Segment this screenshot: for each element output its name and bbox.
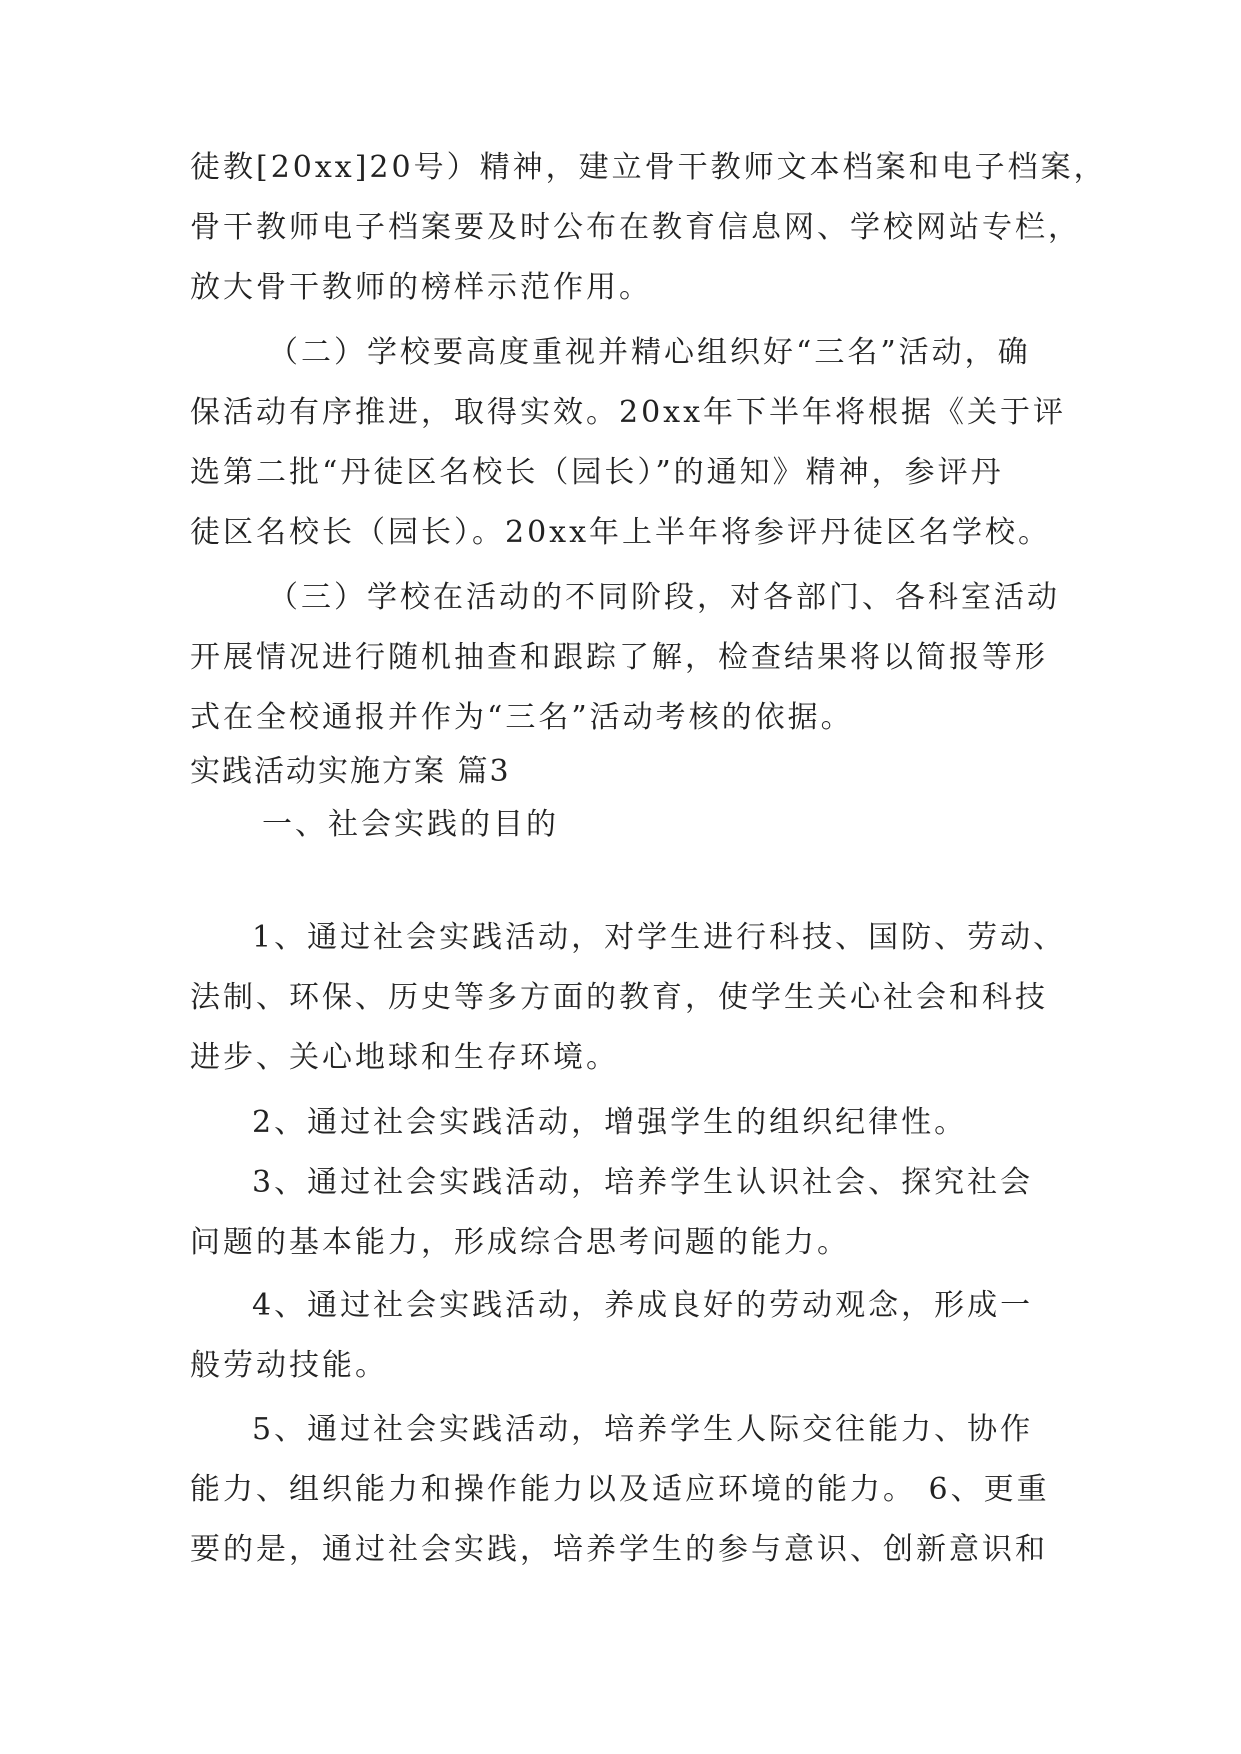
text-line: 放大骨干教师的榜样示范作用。 bbox=[190, 270, 652, 305]
text-line: 法制、环保、历史等多方面的教育，使学生关心社会和科技 bbox=[190, 980, 1048, 1015]
text-line: 般劳动技能。 bbox=[190, 1348, 388, 1383]
text-line: 5、通过社会实践活动，培养学生人际交往能力、协作 bbox=[252, 1412, 1034, 1447]
text-line: 3、通过社会实践活动，培养学生认识社会、探究社会 bbox=[252, 1165, 1034, 1200]
text-line: 徒教[20xx]20号）精神，建立骨干教师文本档案和电子档案， bbox=[190, 150, 1107, 185]
text-line: 保活动有序推进，取得实效。20xx年下半年将根据《关于评 bbox=[190, 395, 1067, 430]
subsection-heading: 一、社会实践的目的 bbox=[262, 807, 559, 842]
section-heading: 实践活动实施方案 篇3 bbox=[190, 754, 511, 789]
text-line: 选第二批“丹徒区名校长（园长）”的通知》精神，参评丹 bbox=[190, 455, 1004, 490]
text-line: 徒区名校长（园长）。20xx年上半年将参评丹徒区名学校。 bbox=[190, 515, 1052, 550]
text-line: 开展情况进行随机抽查和跟踪了解，检查结果将以简报等形 bbox=[190, 640, 1048, 675]
text-line: 1、通过社会实践活动，对学生进行科技、国防、劳动、 bbox=[252, 920, 1067, 955]
text-line: 骨干教师电子档案要及时公布在教育信息网、学校网站专栏， bbox=[190, 210, 1081, 245]
text-line: 要的是，通过社会实践，培养学生的参与意识、创新意识和 bbox=[190, 1532, 1048, 1567]
text-line: 式在全校通报并作为“三名”活动考核的依据。 bbox=[190, 700, 854, 735]
text-line: 4、通过社会实践活动，养成良好的劳动观念，形成一 bbox=[252, 1288, 1034, 1323]
text-line: 2、通过社会实践活动，增强学生的组织纪律性。 bbox=[252, 1105, 968, 1140]
text-line: （二）学校要高度重视并精心组织好“三名”活动，确 bbox=[268, 335, 1031, 370]
text-line: 能力、组织能力和操作能力以及适应环境的能力。 6、更重 bbox=[190, 1472, 1050, 1507]
text-line: 问题的基本能力，形成综合思考问题的能力。 bbox=[190, 1225, 850, 1260]
text-line: （三）学校在活动的不同阶段，对各部门、各科室活动 bbox=[268, 580, 1060, 615]
text-line: 进步、关心地球和生存环境。 bbox=[190, 1040, 619, 1075]
